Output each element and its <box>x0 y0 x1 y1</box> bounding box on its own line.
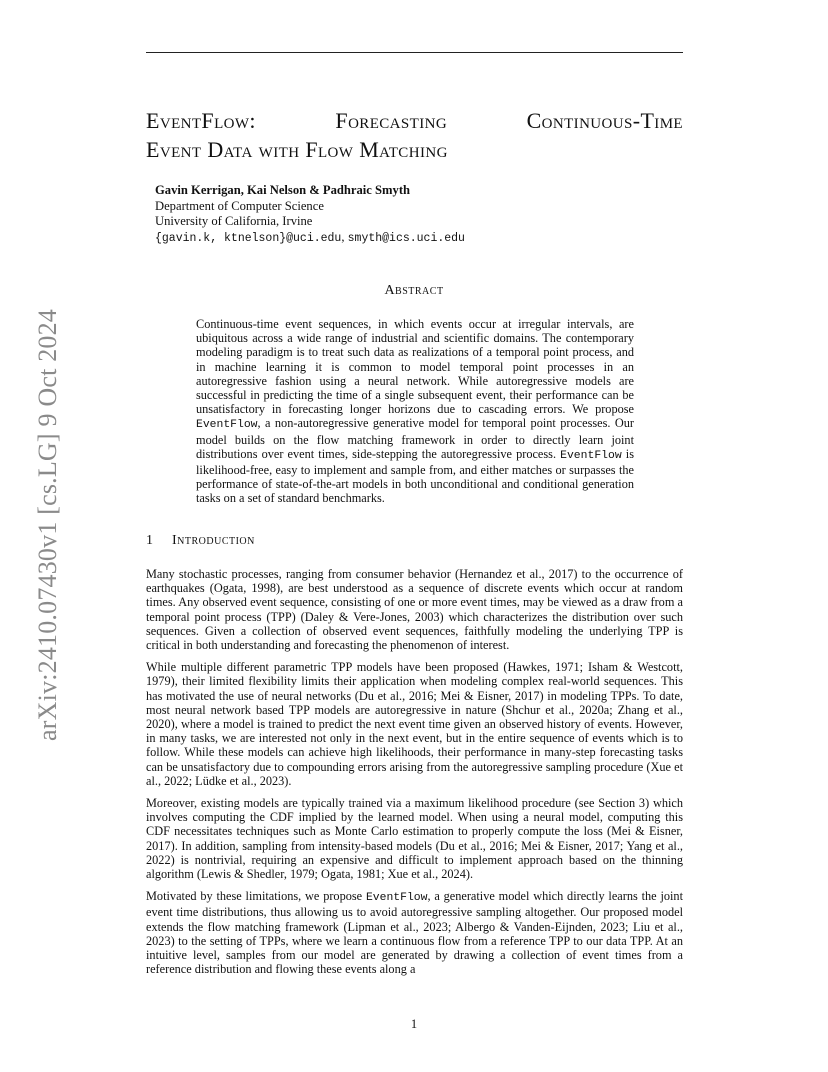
title-line-2: Event Data with Flow Matching <box>146 137 448 162</box>
author-block <box>155 183 465 246</box>
paragraph-1: Many stochastic processes, ranging from consumer behavior (Hernandez et al., 2017) to the occurrence of earthquakes (Ogata, 1998), are best understood as a sequence of discrete events which occur at random times. Any observed event sequence, consisting of one or more event times, may be viewed as a draw from a temporal point process (TPP) (Daley & Vere-Jones, 2003) which characterizes the distribution over such sequences. Given a collection of observed event sequences, faithfully modeling the underlying TPP is critical in both understanding and forecasting the phenomenon of interest. <box>146 567 683 653</box>
author-emails: {gavin.k, ktnelson}@uci.edu, smyth@ics.uci.edu <box>155 229 465 245</box>
title-line-1: EventFlow: Forecasting Continuous-Time <box>146 108 683 133</box>
method-name: EventFlow <box>365 892 428 905</box>
page-number: 1 <box>410 1017 418 1031</box>
author-department: Department of Computer Science <box>155 198 324 213</box>
paragraph-2: While multiple different parametric TPP models have been proposed (Hawkes, 1971; Isham & Westcott, 1979), their limited flexibility limits their application when modeling complex real-world sequences. This has motivated the use of neural networks (Du et al., 2016; Mei & Eisner, 2017) in modeling TPPs. To date, most neural network based TPP models are autoregressive in nature (Shchur et al., 2020a; Zhang et al., 2020), where a model is trained to predict the next event time given an observed history of events. However, in many tasks, we are interested not only in the next event, but in the entire sequence of events which is to follow. While these models can achieve high likelihoods, their performance in many-step forecasting tasks can be unsatisfactory due to compounding errors arising from the autoregressive sampling procedure (Xue et al., 2022; Lüdke et al., 2023). <box>146 660 683 788</box>
section-number: 1 <box>146 533 154 548</box>
paragraph-3: Moreover, existing models are typically trained via a maximum likelihood procedure (see Section 3) which involves computing the CDF implied by the learned model. When using a neural model, computing this CDF necessitates techniques such as Monte Carlo estimation to properly compute the loss (Mei & Eisner, 2017). In addition, sampling from intensity-based models (Du et al., 2016; Mei & Eisner, 2017; Yang et al., 2022) is nontrivial, requiring an expensive and difficult to implement approach based on the thinning algorithm (Lewis & Shedler, 1979; Ogata, 1981; Xue et al., 2024). <box>146 796 683 882</box>
abstract-part-3: is likelihood-free, easy to implement and sample from, and either matches or surpasses the performance of state-of-the-art models in both unconditional and conditional generation tasks on a set of standard benchmarks. <box>196 446 634 506</box>
introduction-body <box>146 567 683 984</box>
author-names: Gavin Kerrigan, Kai Nelson & Padhraic Smyth <box>155 183 411 197</box>
paper-title <box>146 106 683 164</box>
method-name: EventFlow <box>196 419 258 432</box>
abstract-text <box>196 317 634 506</box>
author-university: University of California, Irvine <box>155 214 313 228</box>
author-email-smyth[interactable]: smyth@ics.uci.edu <box>347 231 465 245</box>
paragraph-4-rest: , a generative model which directly learns the joint event time distributions, thus allowing us to avoid autoregressive sampling altogether. Our proposed model extends the flow matching framework (Lipman et al., 2023; Albergo & Vanden-Eijnden, 2023; Liu et al., 2023) to the setting of TPPs, where we learn a continuous flow from a reference TPP to our data TPP. At an intuitive level, samples from our model are generated by drawing a collection of event times from a reference distribution and flowing these events along a <box>146 889 683 977</box>
abstract-part-1: Continuous-time event sequences, in which events occur at irregular intervals, are ubiquitous across a wide range of industrial and scientific domains. The contemporary modeling paradigm is to treat such data as realizations of a temporal point process, and in machine learning it is common to model temporal point processes in an autoregressive fashion using a neural network. While autoregressive models are successful in predicting the time of a single subsequent event, their performance can be unsatisfactory in forecasting longer horizons due to cascading errors. We propose <box>196 317 634 417</box>
abstract-part-2: , a non-autoregressive generative model for temporal point processes. Our model builds on the flow matching framework in order to directly learn joint distributions over event times, side-stepping the autoregressive process. <box>196 416 634 461</box>
section-heading-introduction <box>146 533 255 549</box>
paragraph-4 <box>146 889 683 976</box>
top-rule <box>146 52 683 53</box>
abstract-heading: Abstract <box>384 283 444 298</box>
arxiv-identifier-text[interactable]: arXiv:2410.07430v1 [cs.LG] 9 Oct 2024 <box>33 309 62 741</box>
author-email-group[interactable]: {gavin.k, ktnelson}@uci.edu <box>155 231 342 245</box>
method-name: EventFlow <box>560 449 622 462</box>
arxiv-identifier-stamp <box>0 0 62 741</box>
paragraph-4-start: Motivated by these limitations, we propose <box>146 889 366 904</box>
section-title: Introduction <box>172 533 255 548</box>
